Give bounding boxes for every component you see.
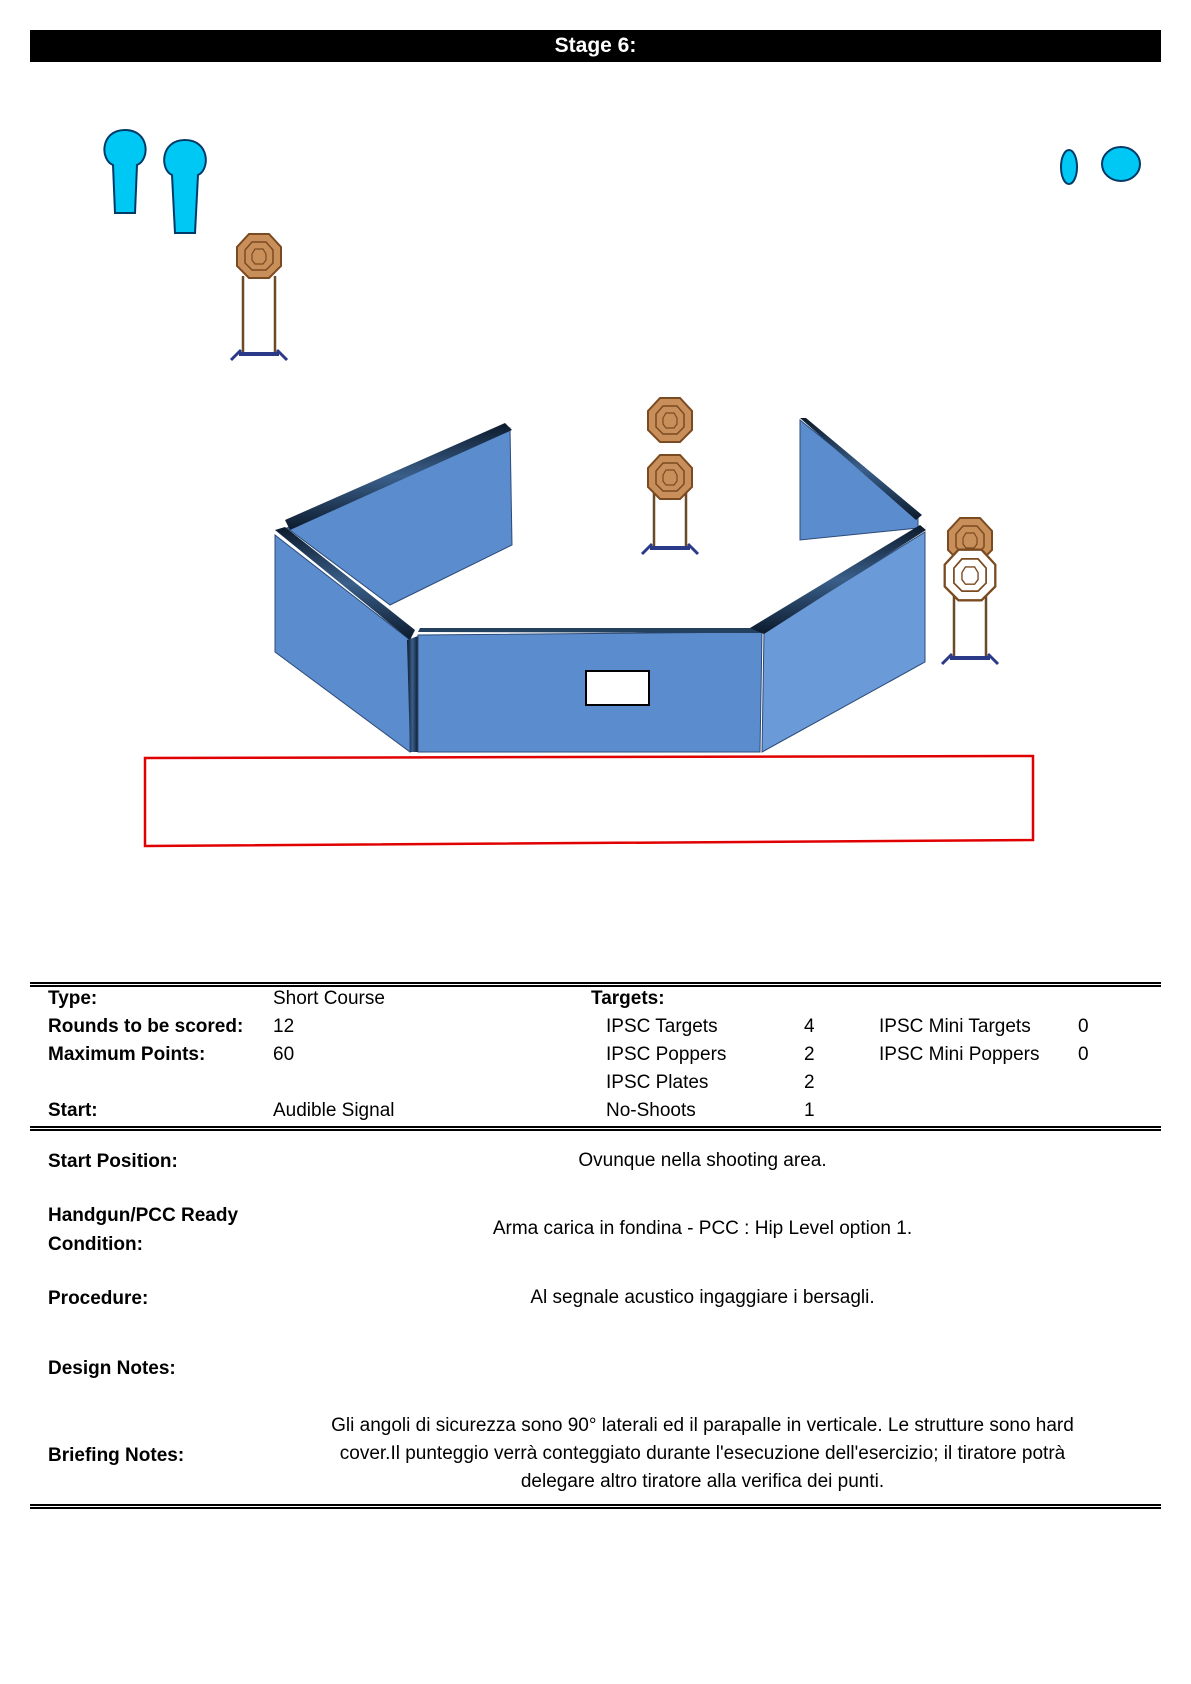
start-value: Audible Signal — [273, 1100, 395, 1121]
briefing-notes-label: Briefing Notes: — [48, 1445, 185, 1466]
points-value: 60 — [273, 1044, 295, 1065]
popper-1 — [104, 130, 145, 213]
start-position-value: Ovunque nella shooting area. — [578, 1150, 827, 1171]
shooting-area — [145, 756, 1033, 846]
ipsc-target-left — [231, 234, 287, 360]
target-row-value: 4 — [804, 1016, 815, 1037]
type-label: Type: — [48, 988, 98, 1009]
ready-condition-value: Arma carica in fondina - PCC : Hip Level option 1. — [492, 1218, 913, 1239]
rounds-value: 12 — [273, 1016, 295, 1037]
target-row-label: No-Shoots — [606, 1100, 696, 1121]
summary-top-rule — [30, 982, 1161, 987]
plate-2 — [1102, 147, 1140, 181]
ipsc-target-center-stack — [642, 398, 698, 554]
summary-bottom-rule — [30, 1126, 1161, 1131]
briefing-notes-line-2: cover.Il punteggio verrà conteggiato durante l'esecuzione dell'esercizio; il tiratore potrà — [339, 1443, 1066, 1464]
details-bottom-rule — [30, 1504, 1161, 1509]
target-row-value: 1 — [804, 1100, 815, 1121]
mini-row-value: 0 — [1078, 1044, 1089, 1065]
procedure-label: Procedure: — [48, 1288, 149, 1309]
start-label: Start: — [48, 1100, 98, 1121]
target-row-label: IPSC Targets — [606, 1016, 718, 1037]
target-row-label: IPSC Poppers — [606, 1044, 727, 1065]
briefing-notes-line-3: delegare altro tiratore alla verifica dei punti. — [520, 1471, 885, 1492]
design-notes-label: Design Notes: — [48, 1358, 176, 1379]
ready-condition-label: Handgun/PCC Ready — [48, 1205, 239, 1226]
barricade-walls — [275, 418, 926, 752]
briefing-notes-line-1: Gli angoli di sicurezza sono 90° laterali ed il parapalle in verticale. Le strutture sono hard — [331, 1415, 1074, 1436]
target-row-label: IPSC Plates — [606, 1072, 709, 1093]
rounds-label: Rounds to be scored: — [48, 1016, 244, 1037]
popper-2 — [164, 140, 206, 233]
stage-diagram — [0, 70, 1191, 870]
stage-title: Stage 6: — [30, 30, 1161, 62]
ready-condition-label-2: Condition: — [48, 1234, 143, 1255]
type-value: Short Course — [273, 988, 385, 1009]
mini-row-label: IPSC Mini Targets — [879, 1016, 1031, 1037]
target-row-value: 2 — [804, 1072, 815, 1093]
procedure-value: Al segnale acustico ingaggiare i bersagli. — [530, 1287, 875, 1308]
mini-row-label: IPSC Mini Poppers — [879, 1044, 1040, 1065]
start-position-label: Start Position: — [48, 1151, 178, 1172]
target-row-value: 2 — [804, 1044, 815, 1065]
no-shoot — [945, 550, 996, 601]
mini-row-value: 0 — [1078, 1016, 1089, 1037]
targets-label: Targets: — [591, 988, 665, 1009]
points-label: Maximum Points: — [48, 1044, 206, 1065]
plate-1 — [1061, 150, 1077, 184]
